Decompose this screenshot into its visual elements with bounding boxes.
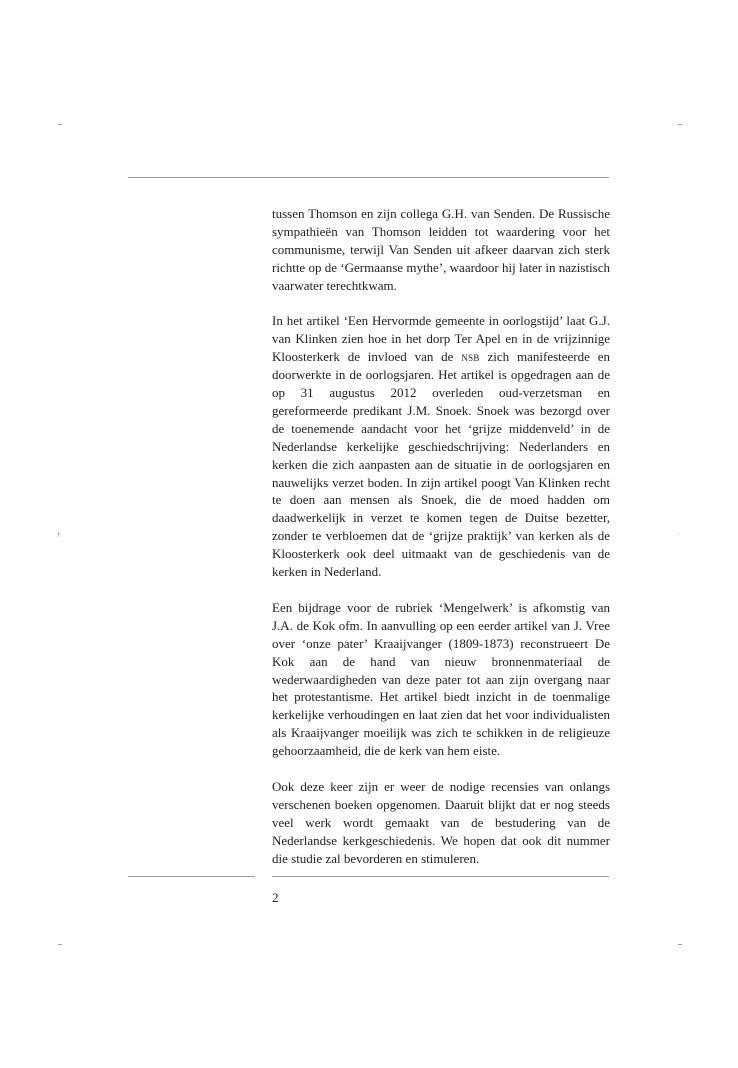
footer-rule-left bbox=[128, 876, 255, 877]
registration-mark-left: ⊦ bbox=[57, 530, 62, 539]
abbreviation-nsb: nsb bbox=[461, 349, 480, 365]
paragraph-mengelwerk: Een bijdrage voor de rubriek ‘Mengelwerk’ is afkomstig van J.A. de Kok ofm. In aanvulling op een eerder artikel van J. Vree over ‘onze pater’ Kraaijvanger (1809-1873) reconstrueert De Kok aan de hand van nieuw bronnenmateriaal de wederwaardigheden van deze pater tot aan zijn overgang naar het protestantisme. Het artikel biedt inzicht in de toenmalige kerkelijke verhoudingen en laat zien dat het voor individualisten als Kraaijvanger moeilijk was zich te schikken in de religieuze gehoorzaamheid, die de kerk van hem eiste. bbox=[272, 599, 610, 759]
page-number: 2 bbox=[272, 890, 279, 905]
paragraph-van-klinken-part-1: In het artikel ‘Een Hervormde gemeente in oorlogstijd’ laat G.J. van Klinken zien hoe in het dorp Ter Apel en in de vrijzinnige Kloosterkerk de invloed van de bbox=[272, 313, 610, 365]
crop-mark-bottom-left bbox=[58, 944, 62, 945]
crop-mark-top-right bbox=[678, 124, 682, 125]
crop-mark-top-left bbox=[58, 124, 62, 125]
paragraph-recensies: Ook deze keer zijn er weer de nodige recensies van onlangs verschenen boeken opgenomen. Daaruit blijkt dat er nog steeds veel werk wordt gemaakt van de bestudering van de Nederlandse kerkgeschiedenis. We hopen dat ook dit nummer die studie zal bevorderen en stimuleren. bbox=[272, 778, 610, 866]
paragraph-thomson: tussen Thomson en zijn collega G.H. van Senden. De Russische sympathieën van Thomson leidden tot waardering voor het communisme, terwijl Van Senden uit afkeer daarvan zich sterk richtte op de ‘Germaanse mythe’, waardoor hij later in nazistisch vaarwater terechtkwam. bbox=[272, 206, 610, 293]
body-text bbox=[272, 205, 610, 867]
header-rule bbox=[128, 177, 609, 178]
paragraph-van-klinken bbox=[272, 312, 610, 581]
crop-mark-bottom-right bbox=[678, 944, 682, 945]
registration-mark-right: · bbox=[677, 530, 680, 539]
paragraph-van-klinken-part-2: zich manifesteerde en doorwerkte in de oorlogsjaren. Het artikel is opgedragen aan de op 31 augustus 2012 overleden oud-verzetsman en gereformeerde predikant J.M. Snoek. Snoek was bezorgd over de toenemende aandacht voor het ‘grijze middenveld’ in de Nederlandse kerkelijke geschiedschrijving: Nederlanders en kerken die zich aanpasten aan de situatie in de oorlogsjaren en nauwelijks verzet boden. In zijn artikel poogt Van Klinken recht te doen aan mensen als Snoek, die de moed hadden om daadwerkelijk in verzet te komen tegen de Duitse bezetter, zonder te verbloemen dat de ‘grijze praktijk’ van kerken als de Kloosterkerk ook deel uitmaakt van de geschiedenis van de kerken in Nederland. bbox=[272, 349, 610, 580]
footer-rule-right bbox=[272, 876, 609, 877]
